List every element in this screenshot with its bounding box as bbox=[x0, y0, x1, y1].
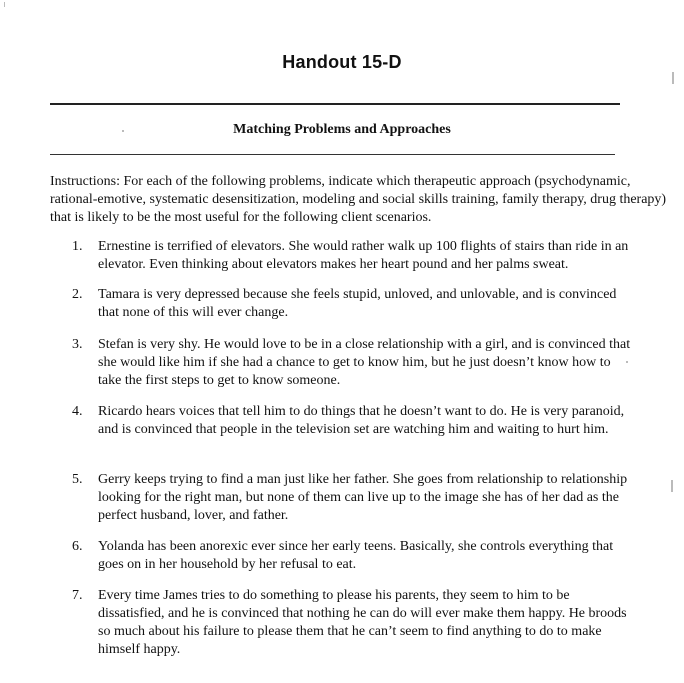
scan-speck bbox=[671, 480, 673, 492]
scan-speck bbox=[672, 72, 674, 84]
scenario-item-7 bbox=[72, 587, 632, 659]
scan-speck bbox=[4, 2, 5, 7]
scan-speck bbox=[626, 361, 628, 363]
scenario-text: Gerry keeps trying to find a man just like her father. She goes from relationship to relationship looking for the right man, but none of them can live up to the image she has of her dad as the perfect husband, lover, and father. bbox=[98, 472, 628, 523]
scenario-list bbox=[72, 238, 632, 659]
bottom-divider bbox=[50, 154, 615, 155]
instructions-paragraph: Instructions: For each of the following problems, indicate which therapeutic approach (psychodynamic, rational-emotive, systematic desensitization, modeling and social skills training, family therapy, drug therapy) that is likely to be the most useful for the following client scenarios. bbox=[50, 174, 667, 225]
scenario-item-1 bbox=[72, 238, 632, 286]
top-divider bbox=[50, 103, 620, 105]
section-subtitle: Matching Problems and Approaches bbox=[233, 122, 451, 137]
scenario-item-4 bbox=[72, 403, 632, 471]
scenario-item-5 bbox=[72, 471, 632, 538]
scenario-text: Ernestine is terrified of elevators. She would rather walk up 100 flights of stairs than ride in an elevator. Even thinking about elevators makes her heart pound and her palms sweat. bbox=[98, 239, 629, 272]
scenario-number: 5. bbox=[72, 472, 83, 487]
scenario-number: 2. bbox=[72, 287, 83, 302]
scenario-item-6 bbox=[72, 538, 632, 587]
scenario-number: 4. bbox=[72, 404, 83, 419]
scenario-number: 1. bbox=[72, 239, 83, 254]
scenario-number: 3. bbox=[72, 337, 83, 352]
scenario-item-3 bbox=[72, 336, 632, 403]
scenario-text: Ricardo hears voices that tell him to do things that he doesn’t want to do. He is very paranoid, and is convinced that people in the television set are watching him and waiting to hurt him. bbox=[98, 404, 625, 437]
scenario-text: Stefan is very shy. He would love to be in a close relationship with a girl, and is convinced that she would like him if she had a chance to get to know him, but he just doesn’t know how to take the first steps to get to know someone. bbox=[98, 337, 631, 388]
page-title: Handout 15-D bbox=[282, 52, 402, 72]
scenario-item-2 bbox=[72, 286, 632, 336]
scenario-text: Yolanda has been anorexic ever since her early teens. Basically, she controls everything that goes on in her household by her refusal to eat. bbox=[98, 539, 614, 572]
scan-speck bbox=[122, 130, 124, 132]
scenario-text: Every time James tries to do something to please his parents, they seem to him to be dissatisfied, and he is convinced that nothing he can do will ever make them happy. He broods so much about his failure to please them that he can’t seem to find anything to do to make himself happy. bbox=[98, 588, 627, 657]
scenario-text: Tamara is very depressed because she feels stupid, unloved, and unlovable, and is convinced that none of this will ever change. bbox=[98, 287, 617, 320]
scenario-number: 6. bbox=[72, 539, 83, 554]
scenario-number: 7. bbox=[72, 588, 83, 603]
